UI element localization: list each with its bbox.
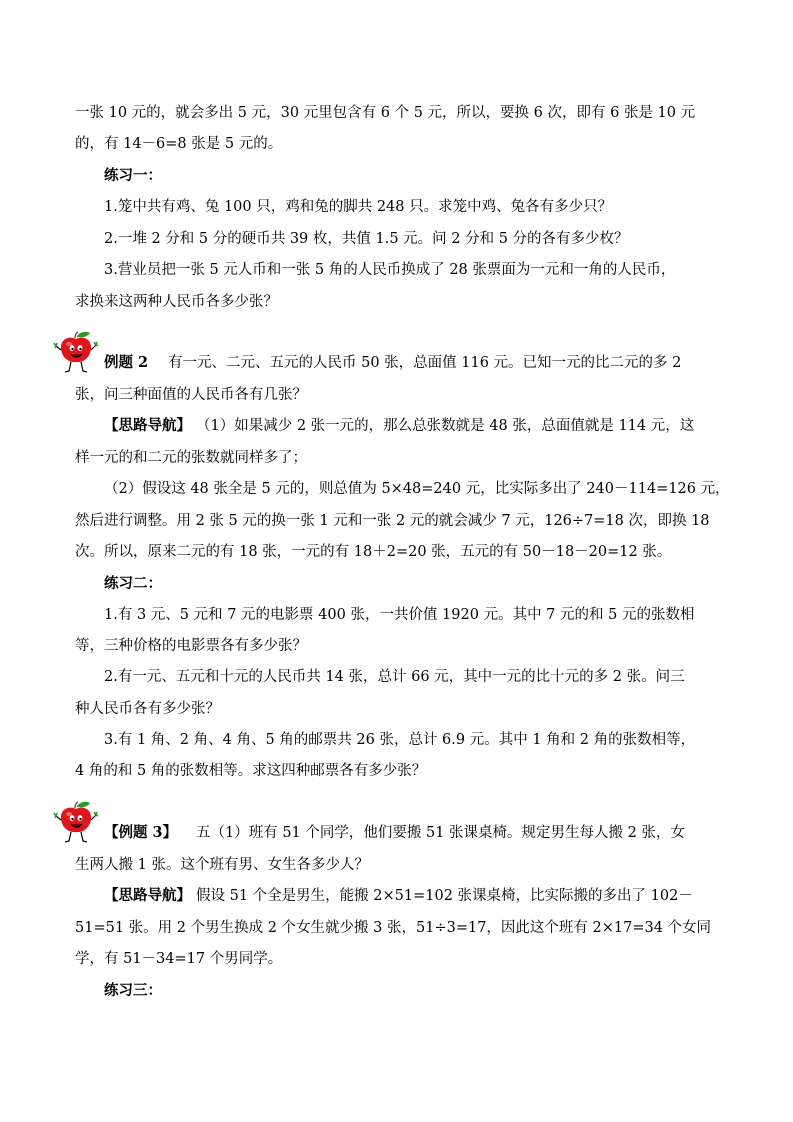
practice-2-question-3-line-2: 4 角的和 5 角的张数相等。求这四种邮票各有多少张？ [75, 763, 427, 779]
intro-line-1: 一张 10 元的，就会多出 5 元，30 元里包含有 6 个 5 元，所以，要换 6 次，即有 6 张是 10 元 [75, 105, 696, 121]
practice-2-heading: 练习二： [104, 575, 162, 592]
practice-1-question-3-line-2: 求换来这两种人民币各多少张？ [75, 294, 278, 310]
example-3-guide-label: 【思路导航】 [104, 887, 191, 904]
practice-2-question-1-line-2: 等，三种价格的电影票各有多少张？ [75, 638, 307, 654]
example-2-guide-line-1: （1）如果减少 2 张一元的，那么总张数就是 48 张，总面值就是 114 元，这 [196, 418, 695, 434]
practice-1-heading: 练习一： [104, 167, 162, 184]
example-2-text-line-2: 张，问三种面值的人民币各有几张？ [75, 387, 307, 403]
intro-line-2: 的，有 14－6=8 张是 5 元的。 [75, 136, 283, 152]
example-2-guide-line-3: （2）假设这 48 张全是 5 元的，则总值为 5×48=240 元，比实际多出了 240－114=126 元， [104, 481, 730, 497]
practice-2-question-3-line-1: 3.有 1 角、2 角、4 角、5 角的邮票共 26 张，总计 6.9 元。其中 1 角和 2 角的张数相等， [104, 732, 696, 748]
example-2-guide-line-4: 然后进行调整。用 2 张 5 元的换一张 1 元和一张 2 元的就会减少 7 元，126÷7=18 次，即换 18 [75, 513, 710, 529]
practice-2-question-2-line-1: 2.有一元、五元和十元的人民币共 14 张，总计 66 元，其中一元的比十元的多 2 张。问三 [104, 669, 685, 685]
practice-1-question-2: 2.一堆 2 分和 5 分的硬币共 39 枚，共值 1.5 元。问 2 分和 5 分的各有多少枚？ [104, 231, 629, 247]
practice-3-heading: 练习三： [104, 982, 162, 999]
apple-mascot-icon [53, 330, 99, 376]
practice-2-question-2-line-2: 种人民币各有多少张？ [75, 701, 220, 717]
practice-2-question-1-line-1: 1.有 3 元、5 元和 7 元的电影票 400 张，一共价值 1920 元。其中 7 元的和 5 元的张数相 [104, 607, 695, 623]
practice-1-question-3-line-1: 3.营业员把一张 5 元人币和一张 5 角的人民币换成了 28 张票面为一元和一角的人民币， [104, 262, 676, 278]
apple-mascot-icon [53, 800, 99, 846]
example-2-label: 例题 2 [104, 354, 149, 371]
example-3-text-line-1: 五（1）班有 51 个同学，他们要搬 51 张课桌椅。规定男生每人搬 2 张，女 [196, 825, 686, 841]
example-3-guide-line-3: 学，有 51－34=17 个男同学。 [75, 951, 283, 967]
example-3-text-line-2: 生两人搬 1 张。这个班有男、女生各多少人？ [75, 857, 369, 873]
practice-1-question-1: 1.笼中共有鸡、兔 100 只，鸡和兔的脚共 248 只。求笼中鸡、兔各有多少只？ [104, 199, 613, 215]
example-2-guide-line-5: 次。所以，原来二元的有 18 张，一元的有 18＋2=20 张，五元的有 50－18－20=12 张。 [75, 544, 672, 560]
example-3-guide-line-1: 假设 51 个全是男生，能搬 2×51=102 张课桌椅，比实际搬的多出了 102－ [196, 888, 693, 904]
example-2-guide-line-2: 样一元的和二元的张数就同样多了； [75, 450, 307, 466]
example-3-label: 【例题 3】 [104, 824, 178, 841]
example-3-guide-line-2: 51=51 张。用 2 个男生换成 2 个女生就少搬 3 张，51÷3=17，因此这个班有 2×17=34 个女同 [75, 920, 712, 936]
example-2-guide-label: 【思路导航】 [104, 417, 191, 434]
example-2-text-line-1: 有一元、二元、五元的人民币 50 张，总面值 116 元。已知一元的比二元的多 2 [168, 355, 682, 371]
